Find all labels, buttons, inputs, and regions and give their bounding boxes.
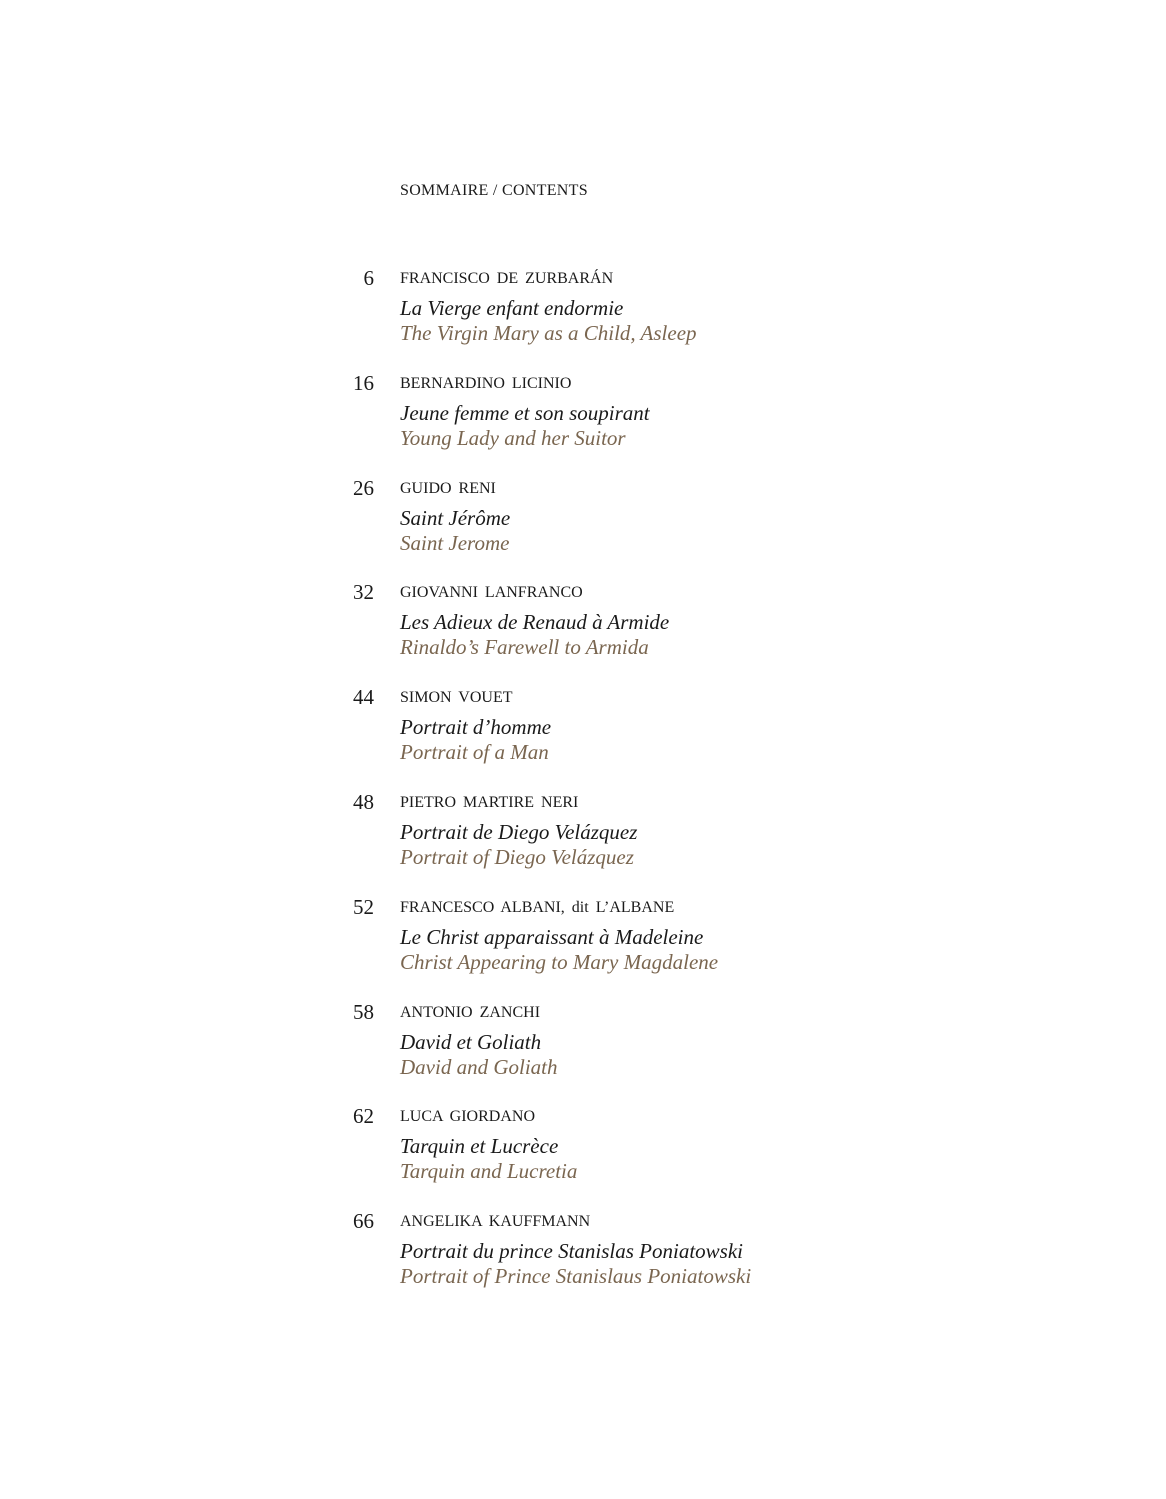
- title-french: David et Goliath: [400, 1029, 542, 1054]
- artist-name: FRANCESCO ALBANI, dit L’ALBANE: [400, 898, 675, 916]
- contents-entry[interactable]: [0, 476, 1166, 581]
- title-english: Saint Jerome: [400, 530, 510, 555]
- artist-name: PIETRO MARTIRE NERI: [400, 793, 579, 811]
- contents-entry[interactable]: [0, 580, 1166, 685]
- artist-name: FRANCISCO DE ZURBARÁN: [400, 270, 614, 287]
- title-english: Tarquin and Lucretia: [400, 1159, 578, 1184]
- artist-name: BERNARDINO LICINIO: [400, 374, 572, 392]
- title-english: Christ Appearing to Mary Magdalene: [400, 949, 719, 974]
- contents-list: [0, 266, 1166, 1314]
- contents-entry[interactable]: [0, 790, 1166, 895]
- title-english: Young Lady and her Suitor: [400, 425, 626, 450]
- page-number: 44: [353, 685, 374, 710]
- title-english: Portrait of Diego Velázquez: [400, 844, 634, 869]
- title-french: Le Christ apparaissant à Madeleine: [400, 924, 704, 949]
- contents-entry[interactable]: [0, 266, 1166, 371]
- contents-entry[interactable]: [0, 895, 1166, 1000]
- contents-entry[interactable]: [0, 1209, 1166, 1314]
- artist-name: SIMON VOUET: [400, 689, 513, 707]
- page-title: SOMMAIRE / CONTENTS: [400, 182, 588, 199]
- title-french: Tarquin et Lucrèce: [400, 1134, 559, 1159]
- title-english: Portrait of Prince Stanislaus Poniatowski: [400, 1264, 752, 1289]
- title-french: Portrait de Diego Velázquez: [400, 819, 638, 844]
- page-number: 66: [353, 1209, 374, 1234]
- artist-name: GIOVANNI LANFRANCO: [400, 584, 583, 602]
- title-french: Portrait du prince Stanislas Poniatowski: [400, 1239, 744, 1264]
- artist-name: ANGELIKA KAUFFMANN: [400, 1213, 591, 1231]
- page-number: 52: [353, 894, 374, 919]
- title-english: Portrait of a Man: [400, 740, 549, 765]
- title-english: David and Goliath: [400, 1054, 558, 1079]
- title-french: Portrait d’homme: [400, 715, 552, 740]
- page-number: 26: [353, 475, 374, 500]
- title-french: La Vierge enfant endormie: [400, 296, 624, 320]
- title-english: The Virgin Mary as a Child, Asleep: [400, 321, 697, 345]
- title-french: Saint Jérôme: [400, 505, 511, 530]
- title-french: Jeune femme et son soupirant: [400, 400, 650, 425]
- title-english: Rinaldo’s Farewell to Armida: [400, 635, 649, 660]
- page-number: 32: [353, 580, 374, 605]
- contents-entry[interactable]: [0, 685, 1166, 790]
- title-french: Les Adieux de Renaud à Armide: [400, 610, 670, 635]
- page-number: 16: [353, 370, 374, 395]
- artist-name: LUCA GIORDANO: [400, 1108, 535, 1126]
- contents-entry[interactable]: [0, 371, 1166, 476]
- page-number: 48: [353, 789, 374, 814]
- page-number: 58: [353, 999, 374, 1024]
- contents-entry[interactable]: [0, 1000, 1166, 1105]
- page-number: 6: [363, 266, 374, 290]
- artist-name: ANTONIO ZANCHI: [400, 1003, 541, 1021]
- artist-name: GUIDO RENI: [400, 479, 496, 497]
- page-number: 62: [353, 1104, 374, 1129]
- contents-entry[interactable]: [0, 1104, 1166, 1209]
